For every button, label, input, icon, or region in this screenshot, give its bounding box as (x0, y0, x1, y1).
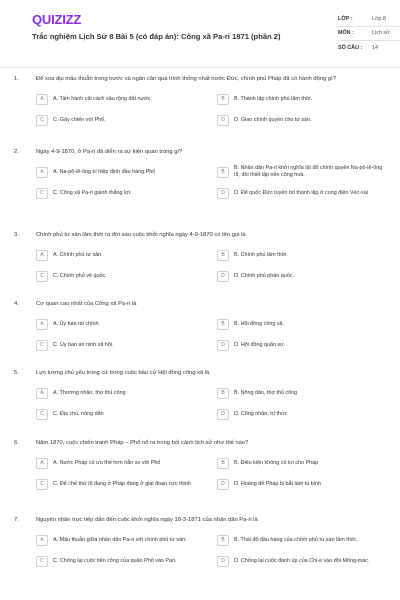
option-letter: A (36, 535, 48, 546)
option-letter: B (217, 319, 229, 330)
option-b[interactable] (217, 386, 388, 401)
option-b[interactable] (217, 317, 388, 332)
option-letter: A (36, 167, 48, 178)
option-c[interactable] (36, 554, 207, 569)
option-letter: B (217, 94, 229, 105)
option-d[interactable] (217, 554, 388, 569)
option-text: A. Na-pô-lê-ông kí hiệp định đầu hàng Phổ (53, 168, 156, 175)
meta-row-subject (338, 27, 400, 42)
option-text: B. Hội đồng công xã. (234, 320, 285, 327)
question-head (14, 301, 388, 309)
option-grid (14, 248, 388, 284)
option-letter: A (36, 250, 48, 261)
option-text: B. Nhân dân Pa-ri khởi nghĩa lật đổ chính quyền Na-pô-lê-ông III, đòi thiết lập nền cộng hoà. (234, 165, 383, 179)
option-letter: B (217, 167, 229, 178)
question-text: Năm 1870, cuộc chiến tranh Pháp – Phổ nổ ra trong bối cảnh lịch sử như thế nào? (36, 440, 249, 446)
meta-table (338, 12, 400, 56)
option-text: C. Chính phủ vệ quốc. (53, 272, 107, 279)
question-text: Chính phủ tư sản lâm thời ra đời sau cuộc khởi nghĩa ngày 4-9-1870 có tên gọi là (36, 232, 246, 238)
option-d[interactable] (217, 407, 388, 422)
quizizz-logo: QUIZIZZ (32, 12, 82, 27)
option-b[interactable] (217, 92, 388, 107)
option-a[interactable] (36, 165, 207, 180)
option-letter: D (217, 188, 229, 199)
question-text: Để xoa dịu mâu thuẫn trong nước và ngăn cản quá trình thống nhất nước Đức, chính phủ Pháp đã có hành động gì? (36, 76, 336, 82)
option-c[interactable] (36, 338, 207, 353)
question-number: 1. (14, 76, 19, 82)
option-c[interactable] (36, 407, 207, 422)
option-text: C. Ủy ban an ninh xã hội. (53, 341, 114, 348)
option-b[interactable] (217, 533, 388, 548)
option-b[interactable] (217, 248, 388, 263)
option-letter: D (217, 115, 229, 126)
option-c[interactable] (36, 113, 207, 128)
option-text: D. Công nhân, trí thức (234, 410, 288, 417)
option-letter: D (217, 556, 229, 567)
option-d[interactable] (217, 338, 388, 353)
question-text: Lực lượng chủ yếu trúng cử trong cuộc bầu cử Hội đồng công xã là (36, 370, 210, 376)
option-d[interactable] (217, 186, 388, 201)
question-text: Nguyên nhân trực tiếp dẫn đến cuộc khởi nghĩa ngày 18-3-1871 của nhân dân Pa-ri là (36, 517, 258, 523)
option-letter: C (36, 556, 48, 567)
option-letter: C (36, 188, 48, 199)
option-letter: D (217, 479, 229, 490)
question-text: Cơ quan cao nhất của Công xã Pa-ri là (36, 301, 137, 307)
question-6 (14, 440, 388, 492)
option-text: C. Để chế thứ III đang ở Pháp đang ở giai đoạn cực thịnh (53, 480, 191, 487)
question-number: 7. (14, 517, 19, 523)
option-letter: D (217, 340, 229, 351)
option-letter: A (36, 319, 48, 330)
option-b[interactable] (217, 456, 388, 471)
option-grid (14, 456, 388, 492)
question-number: 6. (14, 440, 19, 446)
meta-row-class (338, 12, 400, 27)
option-d[interactable] (217, 269, 388, 284)
option-text: A. Nước Pháp có ưu thế hơn hẳn so với Phổ (53, 459, 161, 466)
option-grid (14, 386, 388, 422)
question-number: 4. (14, 301, 19, 307)
option-letter: C (36, 479, 48, 490)
option-grid (14, 317, 388, 353)
option-text: B. Thái độ đầu hàng của chính phủ tư sản lâm thời. (234, 536, 358, 543)
option-letter: B (217, 388, 229, 399)
option-grid (14, 165, 388, 201)
option-letter: B (217, 458, 229, 469)
option-grid (14, 92, 388, 128)
option-text: B. Chính phủ lâm thời. (234, 251, 288, 258)
option-a[interactable] (36, 92, 207, 107)
option-letter: C (36, 409, 48, 420)
option-a[interactable] (36, 317, 207, 332)
option-text: D. Giao chính quyền cho tư sản. (234, 116, 312, 123)
option-text: B. Nông dân, thợ thủ công (234, 389, 298, 396)
option-c[interactable] (36, 186, 207, 201)
question-number: 3. (14, 232, 19, 238)
option-c[interactable] (36, 477, 207, 492)
option-a[interactable] (36, 248, 207, 263)
option-text: D. Chống lại cuộc đánh úp của Chi-e vào đồi Mông-mác. (234, 557, 370, 564)
option-a[interactable] (36, 386, 207, 401)
question-1 (14, 76, 388, 128)
option-text: C. Gây chiến với Phổ. (53, 116, 106, 123)
option-a[interactable] (36, 456, 207, 471)
option-text: D. Chính phủ phản quốc. (234, 272, 294, 279)
question-head (14, 149, 388, 157)
question-4 (14, 301, 388, 353)
question-text: Ngày 4-9-1870, ở Pa-ri đã diễn ra sự kiện quan trọng gì? (36, 149, 183, 155)
option-text: A. Thương nhân, thợ thủ công (53, 389, 126, 396)
option-text: D. Để quốc Đức tuyên bố thành lập ở cung điện Véc-xai (234, 189, 368, 196)
option-letter: B (217, 535, 229, 546)
question-head (14, 370, 388, 378)
option-text: D. Hoàng đế Pháp bị bắt làm tù binh (234, 480, 321, 487)
meta-value: Lớp 8 (372, 15, 387, 22)
option-letter: C (36, 340, 48, 351)
option-text: D. Hội đồng quân sự. (234, 341, 286, 348)
option-text: A. Mâu thuẫn giữa nhân dân Pa-ri với chính phủ tư sản. (53, 536, 187, 543)
option-text: A. Chính phủ tư sản. (53, 251, 103, 258)
option-letter: D (217, 271, 229, 282)
question-5 (14, 370, 388, 422)
question-2 (14, 149, 388, 201)
option-d[interactable] (217, 477, 388, 492)
meta-value: 14 (372, 45, 378, 52)
option-text: C. Địa chủ, nông dân (53, 410, 104, 417)
meta-value: Lịch sử (372, 30, 390, 37)
question-head (14, 440, 388, 448)
option-d[interactable] (217, 113, 388, 128)
option-letter: A (36, 458, 48, 469)
option-letter: D (217, 409, 229, 420)
option-text: C. Công xã Pa-ri giành thắng lợi. (53, 189, 132, 196)
option-grid (14, 533, 388, 569)
header-divider (0, 67, 400, 68)
option-text: B. Điều kiện không có lợi cho Pháp (234, 459, 319, 466)
option-letter: A (36, 94, 48, 105)
question-head (14, 517, 388, 525)
question-head (14, 76, 388, 84)
question-3 (14, 232, 388, 284)
option-letter: A (36, 388, 48, 399)
option-letter: C (36, 271, 48, 282)
question-number: 5. (14, 370, 19, 376)
option-text: B. Thành lập chính phủ lâm thời. (234, 95, 313, 102)
option-letter: B (217, 250, 229, 261)
question-head (14, 232, 388, 240)
meta-label: MÔN : (338, 30, 354, 37)
option-text: C. Chống lại cuộc tiến công của quân Phổ vào Pari. (53, 557, 177, 564)
option-letter: C (36, 115, 48, 126)
worksheet-header (16, 0, 390, 66)
option-c[interactable] (36, 269, 207, 284)
option-text: A. Tiến hành cải cách sâu rộng đất nước. (53, 95, 152, 102)
meta-label: SỐ CÂU : (338, 45, 363, 52)
question-7 (14, 517, 388, 569)
meta-row-count (338, 41, 400, 56)
option-text: A. Ủy ban tài chính. (53, 320, 101, 327)
worksheet-title: Trắc nghiệm Lịch Sử 8 Bài 5 (có đáp án): Công xã Pa-ri 1871 (phần 2) (32, 32, 281, 41)
option-a[interactable] (36, 533, 207, 548)
meta-label: LỚP : (338, 15, 353, 22)
option-b[interactable] (217, 165, 388, 180)
question-number: 2. (14, 149, 19, 155)
